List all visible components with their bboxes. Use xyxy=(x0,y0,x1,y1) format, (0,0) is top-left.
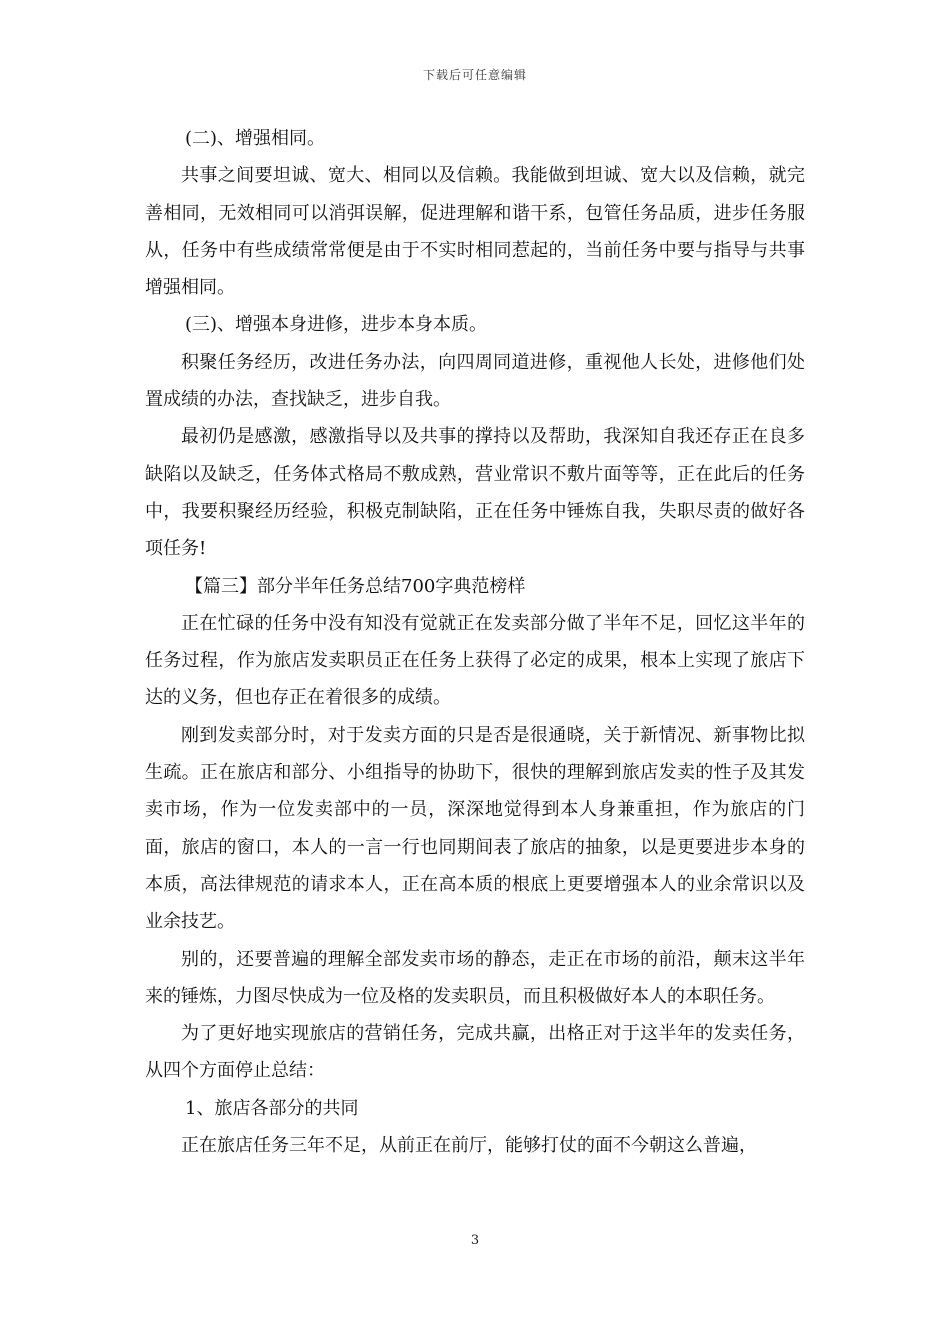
section-heading-2: (二)、增强相同。 xyxy=(185,128,326,149)
paragraph-summary-intro: 为了更好地实现旅店的营销任务，完成共赢，出格正对于这半年的发卖任务，从四个方面停止总结： xyxy=(145,1023,805,1082)
page-number: 3 xyxy=(470,1233,480,1248)
document-body xyxy=(145,120,805,1164)
page-header: 下载后可任意编辑 xyxy=(422,68,527,82)
section-heading-3: (三)、增强本身进修，进步本身本质。 xyxy=(185,314,488,336)
paragraph-intro: 正在忙碌的任务中没有知没有觉就正在发卖部分做了半年不足，回忆这半年的任务过程，作为旅店发卖职员正在任务上获得了必定的成果，根本上实现了旅店下达的义务，但也存正在着很多的成绩。 xyxy=(145,612,805,709)
paragraph-start-at-sales: 刚到发卖部分时，对于发卖方面的只是否是很通晓，关于新情况、新事物比拟生疏。正在旅店和部分、小组指导的协助下，很快的理解到旅店发卖的性子及其发卖市场，作为一位发卖部中的一员，深深地觉得到本人身兼重担，作为旅店的门面，旅店的窗口，本人的一言一行也同期间表了旅店的抽象，以是更要进步本身的本质，高法律规范的请求本人，正在高本质的根底上更要增强本人的业余常识以及业余技艺。 xyxy=(145,724,805,933)
paragraph-market: 别的，还要普遍的理解全部发卖市场的静态，走正在市场的前沿，颠末这半年来的锤炼，力图尽快成为一位及格的发卖职员，而且积极做好本人的本职任务。 xyxy=(145,948,805,1007)
paragraph-learning: 积聚任务经历，改进任务办法，向四周同道进修，重视他人长处，进修他们处置成绩的办法，查找缺乏，进步自我。 xyxy=(145,351,805,411)
paragraph-communication: 共事之间要坦诚、宽大、相同以及信赖。我能做到坦诚、宽大以及信赖，就完善相同，无效相同可以消弭误解，促进理解和谐干系，包管任务品质，进步任务服从，任务中有些成绩常常便是由于不实时相同惹起的，当前任务中要与指导与共事增强相同。 xyxy=(145,165,805,299)
numbered-heading-1: 1、旅店各部分的共同 xyxy=(185,1097,359,1119)
paragraph-thanks: 最初仍是感激，感激指导以及共事的撑持以及帮助，我深知自我还存正在良多缺陷以及缺乏，任务体式格局不敷成熟，营业常识不敷片面等等，正在此后的任务中，我要积聚经历经验，积极克制缺陷，正在任务中锤炼自我，失职尽责的做好各项任务! xyxy=(145,426,805,560)
article-title-part3: 【篇三】部分半年任务总结700字典范榜样 xyxy=(185,575,526,597)
paragraph-hotel-experience: 正在旅店任务三年不足，从前正在前厅，能够打仗的面不今朝这么普遍， xyxy=(181,1135,757,1157)
